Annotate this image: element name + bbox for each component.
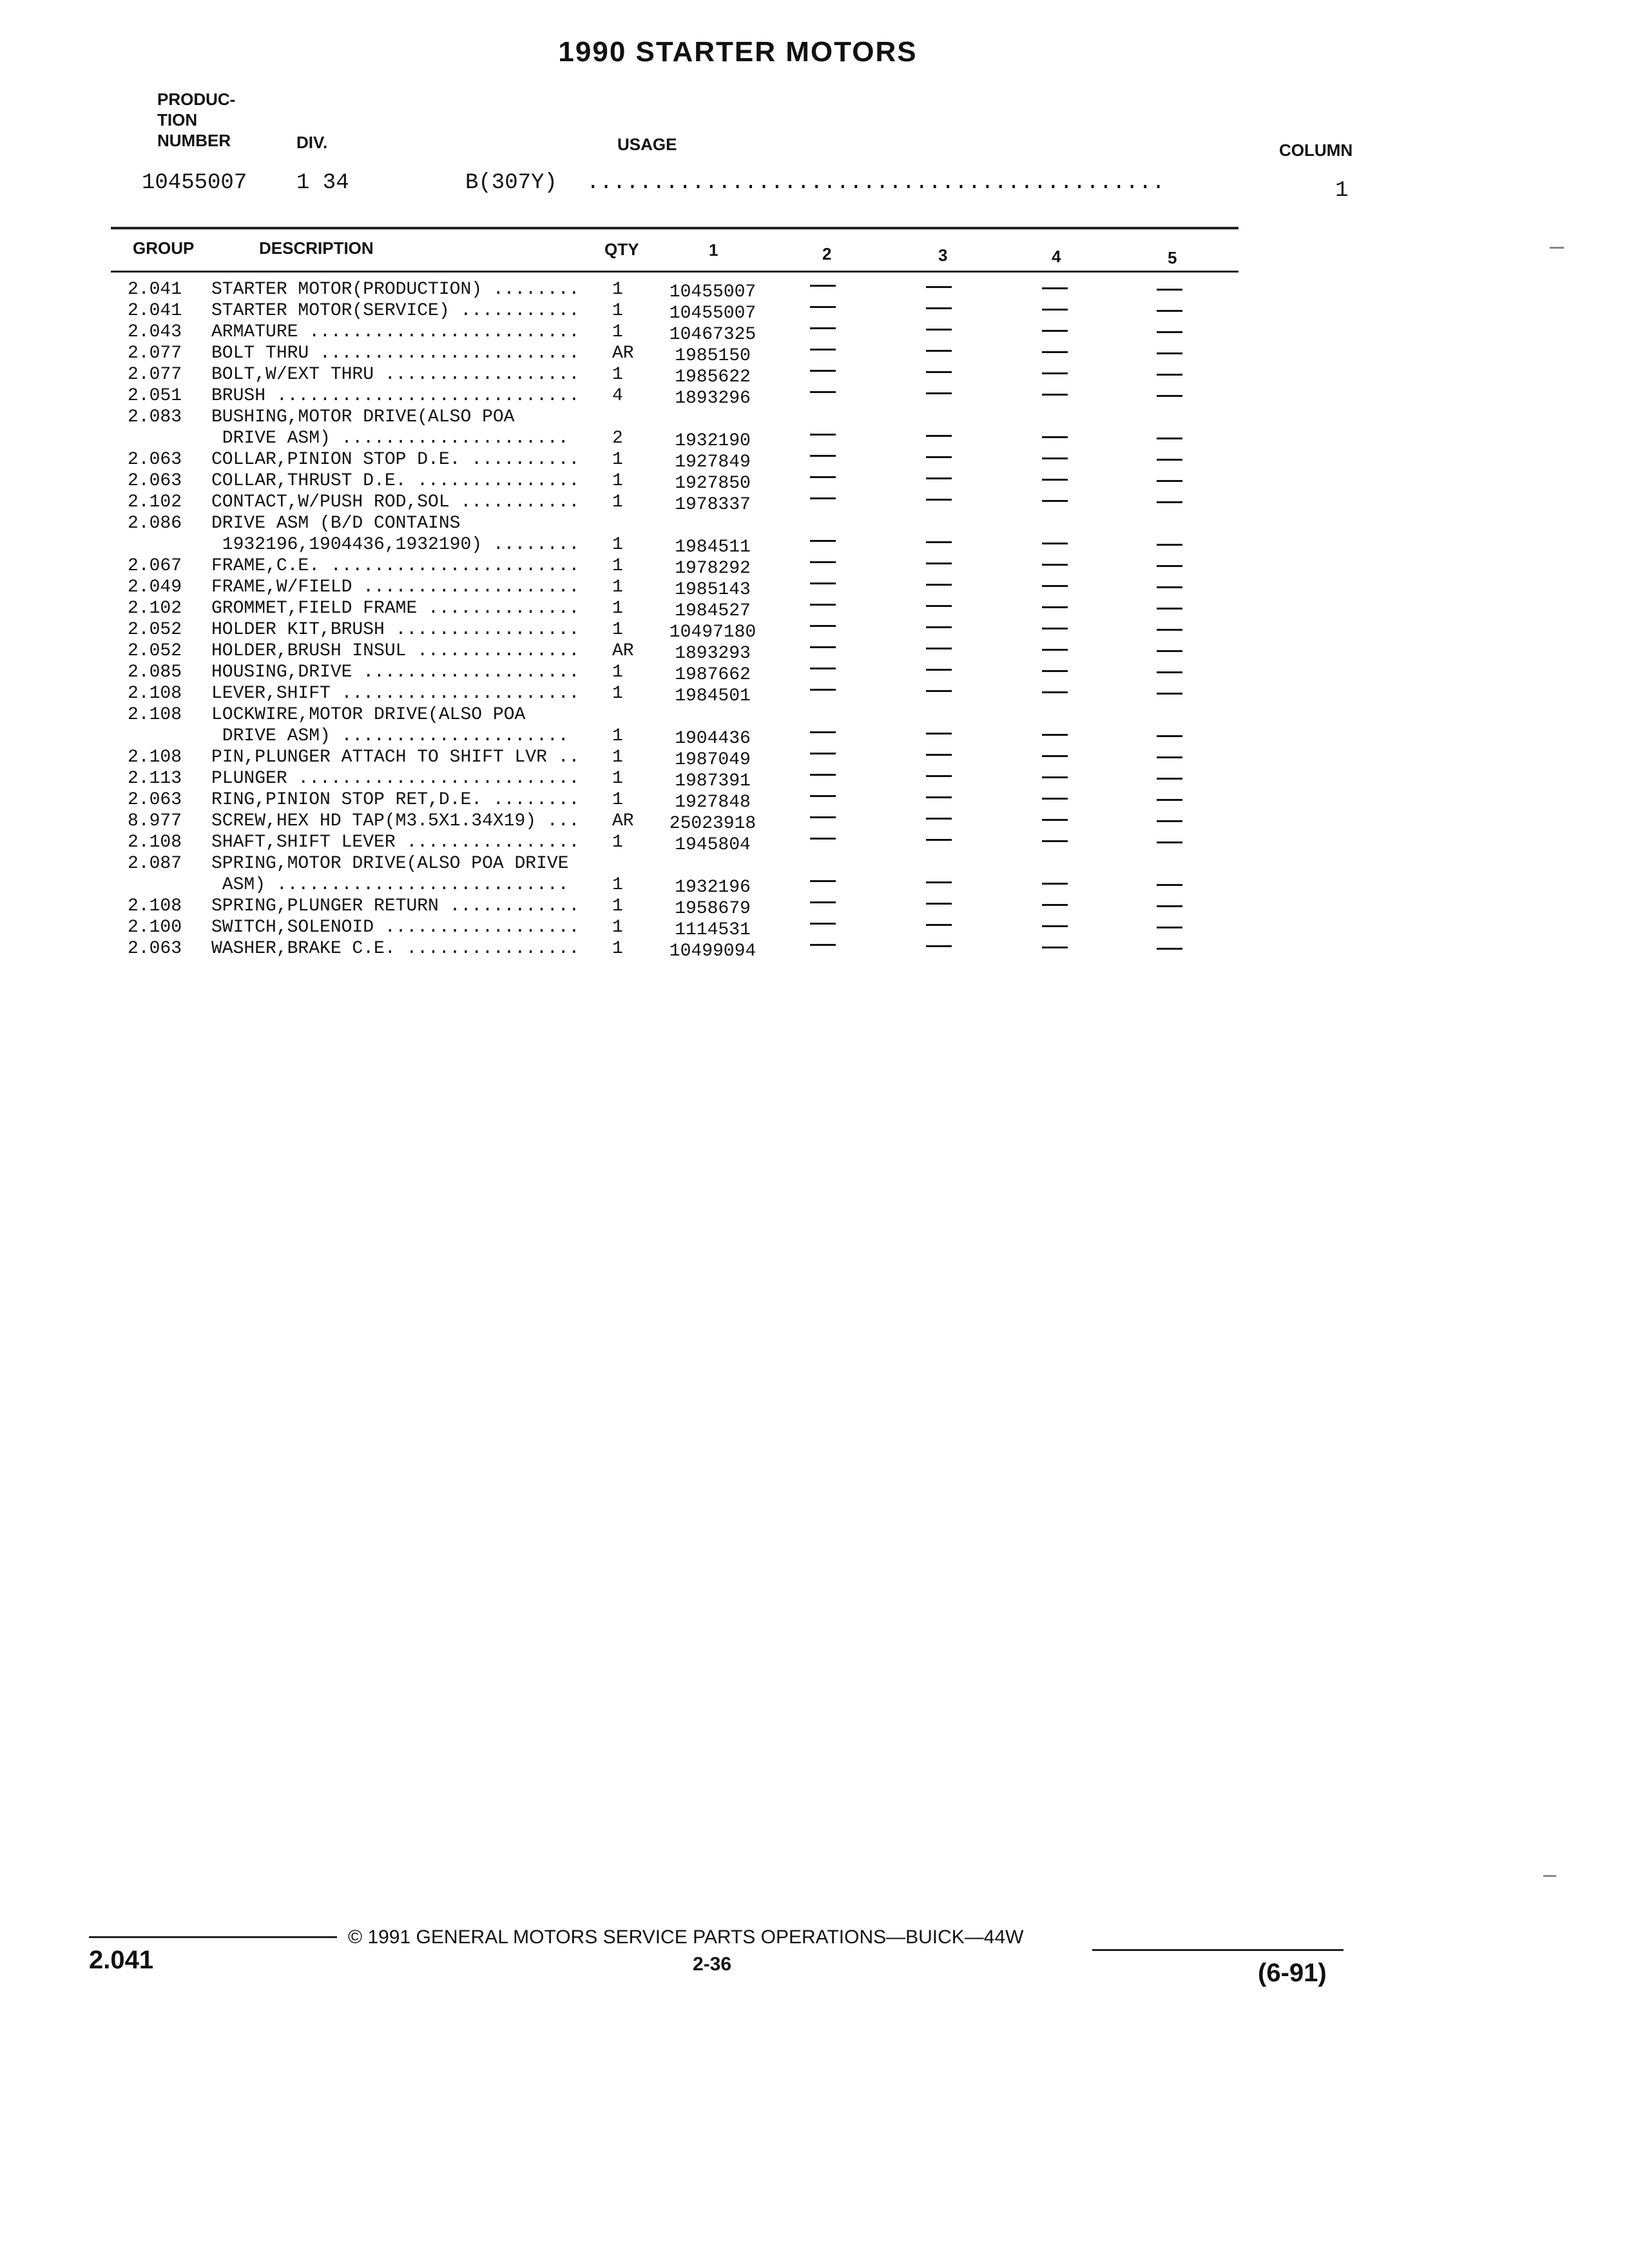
no-change-dash: [1157, 778, 1182, 780]
group-cell: 2.063: [128, 939, 182, 959]
no-change-dash: [926, 839, 952, 841]
qty-cell: 1: [612, 599, 623, 619]
page-title: 1990 STARTER MOTORS: [558, 36, 918, 68]
production-div: 1 34: [296, 171, 349, 195]
description-cell: SPRING,MOTOR DRIVE(ALSO POA DRIVE: [211, 854, 569, 874]
no-change-dash: [810, 731, 836, 733]
no-change-dash: [926, 562, 952, 564]
description-cell: COLLAR,PINION STOP D.E. ..........: [211, 450, 580, 470]
no-change-dash: [1157, 331, 1182, 333]
description-cell: BOLT,W/EXT THRU ..................: [211, 365, 580, 385]
qty-cell: 1: [612, 556, 623, 576]
no-change-dash: [1157, 735, 1182, 737]
column-header-group: GROUP: [133, 238, 195, 258]
no-change-dash: [1042, 755, 1068, 757]
no-change-dash: [1157, 608, 1182, 610]
table-row: [0, 683, 1629, 704]
no-change-dash: [1157, 927, 1182, 928]
description-continuation-cell: ASM) ...........................: [211, 875, 569, 895]
no-change-dash: [926, 350, 952, 352]
table-row: [0, 385, 1629, 407]
no-change-dash: [810, 434, 836, 436]
part-number-cell: 25023918: [669, 814, 757, 834]
table-row: [0, 811, 1629, 832]
group-cell: 2.051: [128, 386, 182, 406]
no-change-dash: [1157, 799, 1182, 801]
description-cell: GROMMET,FIELD FRAME ..............: [211, 599, 580, 619]
no-change-dash: [926, 903, 952, 905]
no-change-dash: [1042, 372, 1068, 374]
no-change-dash: [810, 604, 836, 606]
no-change-dash: [926, 541, 952, 543]
no-change-dash: [1157, 289, 1182, 291]
table-row: [0, 662, 1629, 683]
description-continuation-cell: DRIVE ASM) .....................: [211, 428, 569, 448]
part-number-cell: 1893296: [675, 389, 751, 408]
description-cell: BUSHING,MOTOR DRIVE(ALSO POA: [211, 407, 515, 427]
table-row: [0, 279, 1629, 300]
no-change-dash: [1042, 585, 1068, 587]
group-cell: 2.086: [128, 514, 182, 533]
no-change-dash: [1042, 606, 1068, 608]
no-change-dash: [1042, 904, 1068, 906]
table-row: [0, 832, 1629, 853]
qty-cell: 1: [612, 535, 623, 555]
no-change-dash: [1042, 840, 1068, 842]
margin-mark: [1550, 247, 1564, 249]
column-header-1: 1: [709, 240, 718, 260]
description-cell: STARTER MOTOR(PRODUCTION) ........: [211, 280, 580, 300]
part-number-cell: 1904436: [675, 729, 751, 749]
column-header-3: 3: [938, 245, 948, 265]
table-row: [0, 853, 1629, 896]
no-change-dash: [926, 818, 952, 820]
table-row: [0, 768, 1629, 789]
no-change-dash: [810, 816, 836, 818]
table-row: [0, 407, 1629, 449]
usage-label: USAGE: [617, 135, 677, 154]
production-leader-dots: ............................................: [586, 171, 1165, 195]
qty-cell: 4: [612, 386, 623, 406]
no-change-dash: [1042, 436, 1068, 438]
part-number-cell: 10455007: [669, 282, 757, 302]
qty-cell: AR: [612, 343, 634, 363]
qty-cell: 1: [612, 918, 623, 937]
table-row: [0, 322, 1629, 343]
qty-cell: 1: [612, 620, 623, 640]
no-change-dash: [926, 648, 952, 649]
qty-cell: 1: [612, 726, 623, 746]
part-number-cell: 1927850: [675, 474, 751, 494]
no-change-dash: [810, 285, 836, 287]
description-continuation-cell: 1932196,1904436,1932190) ........: [211, 535, 580, 555]
production-column: 1: [1335, 178, 1349, 203]
no-change-dash: [810, 306, 836, 308]
qty-cell: 1: [612, 684, 623, 704]
no-change-dash: [926, 945, 952, 947]
qty-cell: 1: [612, 577, 623, 597]
part-number-cell: 10499094: [669, 941, 757, 961]
group-cell: 2.113: [128, 769, 182, 789]
table-row: [0, 789, 1629, 811]
table-row: [0, 640, 1629, 662]
table-row: [0, 300, 1629, 322]
no-change-dash: [1157, 480, 1182, 482]
no-change-dash: [926, 456, 952, 458]
no-change-dash: [926, 796, 952, 798]
qty-cell: 1: [612, 939, 623, 959]
part-number-cell: 1978337: [675, 495, 751, 515]
no-change-dash: [926, 307, 952, 309]
group-cell: 2.077: [128, 365, 182, 385]
part-number-cell: 1987049: [675, 750, 751, 770]
no-change-dash: [1042, 776, 1068, 778]
group-cell: 2.100: [128, 918, 182, 937]
no-change-dash: [1042, 883, 1068, 885]
description-cell: COLLAR,THRUST D.E. ...............: [211, 471, 580, 491]
group-cell: 2.085: [128, 662, 182, 682]
qty-cell: AR: [612, 641, 634, 661]
no-change-dash: [1042, 500, 1068, 502]
no-change-dash: [1157, 352, 1182, 354]
table-row: [0, 555, 1629, 577]
part-number-cell: 1958679: [675, 899, 751, 919]
no-change-dash: [810, 689, 836, 691]
group-cell: 2.108: [128, 832, 182, 852]
description-cell: LEVER,SHIFT ......................: [211, 684, 580, 704]
no-change-dash: [810, 561, 836, 563]
description-cell: CONTACT,W/PUSH ROD,SOL ...........: [211, 492, 580, 512]
no-change-dash: [1157, 841, 1182, 843]
no-change-dash: [926, 605, 952, 607]
description-cell: PLUNGER ..........................: [211, 769, 580, 789]
no-change-dash: [810, 668, 836, 669]
group-cell: 2.043: [128, 322, 182, 342]
no-change-dash: [926, 329, 952, 331]
no-change-dash: [1042, 628, 1068, 629]
no-change-dash: [1042, 691, 1068, 693]
table-row: [0, 917, 1629, 938]
no-change-dash: [1157, 948, 1182, 950]
description-cell: FRAME,W/FIELD ....................: [211, 577, 580, 597]
qty-cell: 1: [612, 492, 623, 512]
footer-copyright: © 1991 GENERAL MOTORS SERVICE PARTS OPERATIONS—BUICK—44W: [348, 1927, 1024, 1948]
no-change-dash: [1042, 564, 1068, 566]
part-number-cell: 10455007: [669, 303, 757, 323]
no-change-dash: [810, 370, 836, 372]
qty-cell: 1: [612, 896, 623, 916]
description-cell: SCREW,HEX HD TAP(M3.5X1.34X19) ...: [211, 811, 580, 831]
production-number: 10455007: [142, 171, 247, 195]
no-change-dash: [1157, 374, 1182, 376]
qty-cell: 1: [612, 450, 623, 470]
no-change-dash: [1157, 671, 1182, 673]
qty-cell: 1: [612, 301, 623, 321]
group-cell: 2.052: [128, 620, 182, 640]
no-change-dash: [1042, 925, 1068, 927]
no-change-dash: [810, 923, 836, 925]
no-change-dash: [926, 924, 952, 926]
qty-cell: 1: [612, 790, 623, 810]
description-cell: FRAME,C.E. .......................: [211, 556, 580, 576]
group-cell: 8.977: [128, 811, 182, 831]
no-change-dash: [1042, 734, 1068, 736]
part-number-cell: 1978292: [675, 559, 751, 579]
group-cell: 2.049: [128, 577, 182, 597]
part-number-cell: 1893293: [675, 644, 751, 664]
no-change-dash: [810, 582, 836, 584]
no-change-dash: [810, 455, 836, 457]
part-number-cell: 1927848: [675, 793, 751, 812]
column-header-description: DESCRIPTION: [259, 238, 374, 258]
no-change-dash: [810, 753, 836, 754]
div-label: DIV.: [296, 133, 328, 152]
no-change-dash: [926, 477, 952, 479]
description-cell: BOLT THRU ........................: [211, 343, 580, 363]
no-change-dash: [1157, 693, 1182, 695]
description-cell: DRIVE ASM (B/D CONTAINS: [211, 514, 461, 533]
table-row: [0, 598, 1629, 619]
table-row: [0, 513, 1629, 555]
no-change-dash: [810, 795, 836, 797]
group-cell: 2.063: [128, 450, 182, 470]
no-change-dash: [1157, 565, 1182, 567]
qty-cell: 1: [612, 769, 623, 789]
group-cell: 2.108: [128, 684, 182, 704]
no-change-dash: [810, 540, 836, 542]
group-cell: 2.102: [128, 599, 182, 619]
no-change-dash: [1157, 395, 1182, 397]
margin-mark: [1543, 1875, 1556, 1877]
part-number-cell: 1987391: [675, 771, 751, 791]
no-change-dash: [1042, 649, 1068, 651]
group-cell: 2.083: [128, 407, 182, 427]
description-cell: WASHER,BRAKE C.E. ................: [211, 939, 580, 959]
no-change-dash: [1157, 820, 1182, 822]
part-number-cell: 1985622: [675, 367, 751, 387]
column-label: COLUMN: [1279, 140, 1353, 160]
group-cell: 2.041: [128, 301, 182, 321]
description-cell: RING,PINION STOP RET,D.E. ........: [211, 790, 580, 810]
qty-cell: 1: [612, 747, 623, 767]
no-change-dash: [1042, 543, 1068, 544]
parts-table: [0, 279, 1629, 959]
no-change-dash: [926, 881, 952, 883]
description-cell: BRUSH ............................: [211, 386, 580, 406]
no-change-dash: [810, 774, 836, 776]
no-change-dash: [810, 497, 836, 499]
no-change-dash: [926, 435, 952, 437]
description-cell: HOLDER KIT,BRUSH .................: [211, 620, 580, 640]
column-header-qty: QTY: [604, 240, 639, 259]
no-change-dash: [926, 733, 952, 735]
qty-cell: AR: [612, 811, 634, 831]
footer-date: (6-91): [1258, 1959, 1327, 1987]
qty-cell: 2: [612, 428, 623, 448]
group-cell: 2.067: [128, 556, 182, 576]
no-change-dash: [810, 944, 836, 946]
qty-cell: 1: [612, 662, 623, 682]
table-header-rule: [111, 271, 1239, 273]
no-change-dash: [926, 584, 952, 586]
table-row: [0, 577, 1629, 598]
no-change-dash: [810, 838, 836, 840]
no-change-dash: [810, 391, 836, 393]
no-change-dash: [810, 476, 836, 478]
part-number-cell: 10467325: [669, 325, 757, 345]
no-change-dash: [1157, 437, 1182, 439]
qty-cell: 1: [612, 280, 623, 300]
table-row: [0, 704, 1629, 747]
description-cell: HOUSING,DRIVE ....................: [211, 662, 580, 682]
group-cell: 2.052: [128, 641, 182, 661]
no-change-dash: [1157, 905, 1182, 907]
table-row: [0, 938, 1629, 959]
no-change-dash: [1042, 479, 1068, 481]
no-change-dash: [1157, 459, 1182, 461]
no-change-dash: [1042, 330, 1068, 332]
production-row: [0, 171, 1629, 203]
table-row: [0, 747, 1629, 768]
description-cell: HOLDER,BRUSH INSUL ...............: [211, 641, 580, 661]
description-cell: STARTER MOTOR(SERVICE) ...........: [211, 301, 580, 321]
no-change-dash: [1042, 394, 1068, 396]
part-number-cell: 1984527: [675, 601, 751, 621]
group-cell: 2.063: [128, 790, 182, 810]
part-number-cell: 1945804: [675, 835, 751, 855]
footer-rule-right: [1092, 1949, 1344, 1951]
part-number-cell: 1985143: [675, 580, 751, 600]
column-header-5: 5: [1168, 248, 1177, 267]
table-row: [0, 343, 1629, 364]
table-row: [0, 492, 1629, 513]
group-cell: 2.087: [128, 854, 182, 874]
no-change-dash: [926, 690, 952, 692]
description-cell: ARMATURE .........................: [211, 322, 580, 342]
qty-cell: 1: [612, 832, 623, 852]
group-cell: 2.102: [128, 492, 182, 512]
footer-page-number: 2-36: [693, 1954, 732, 1975]
no-change-dash: [926, 775, 952, 777]
no-change-dash: [1157, 586, 1182, 588]
table-row: [0, 364, 1629, 385]
no-change-dash: [810, 646, 836, 648]
column-header-2: 2: [822, 244, 832, 264]
qty-cell: 1: [612, 365, 623, 385]
description-cell: LOCKWIRE,MOTOR DRIVE(ALSO POA: [211, 705, 526, 725]
production-number-label: PRODUC- TION NUMBER: [157, 90, 236, 150]
no-change-dash: [926, 286, 952, 288]
group-cell: 2.063: [128, 471, 182, 491]
no-change-dash: [1157, 650, 1182, 652]
production-usage: B(307Y): [465, 171, 557, 195]
no-change-dash: [810, 349, 836, 351]
no-change-dash: [810, 901, 836, 903]
part-number-cell: 1932190: [675, 431, 751, 451]
qty-cell: 1: [612, 322, 623, 342]
table-row: [0, 470, 1629, 492]
no-change-dash: [1157, 756, 1182, 758]
no-change-dash: [926, 371, 952, 373]
group-cell: 2.108: [128, 747, 182, 767]
part-number-cell: 1985150: [675, 346, 751, 366]
part-number-cell: 1927849: [675, 452, 751, 472]
no-change-dash: [1157, 884, 1182, 886]
description-cell: SWITCH,SOLENOID ..................: [211, 918, 580, 937]
no-change-dash: [1042, 287, 1068, 289]
no-change-dash: [1042, 309, 1068, 311]
no-change-dash: [1157, 544, 1182, 546]
footer-rule-left: [89, 1936, 337, 1938]
no-change-dash: [1042, 798, 1068, 800]
column-header-4: 4: [1052, 247, 1061, 266]
table-row: [0, 449, 1629, 470]
part-number-cell: 1932196: [675, 878, 751, 898]
part-number-cell: 1114531: [675, 920, 751, 940]
qty-cell: 1: [612, 875, 623, 895]
footer-section-number: 2.041: [89, 1946, 154, 1974]
group-cell: 2.041: [128, 280, 182, 300]
no-change-dash: [1157, 501, 1182, 503]
qty-cell: 1: [612, 471, 623, 491]
group-cell: 2.077: [128, 343, 182, 363]
no-change-dash: [926, 669, 952, 671]
part-number-cell: 10497180: [669, 622, 757, 642]
no-change-dash: [1157, 629, 1182, 631]
no-change-dash: [1042, 819, 1068, 821]
no-change-dash: [1157, 310, 1182, 312]
no-change-dash: [1042, 670, 1068, 672]
no-change-dash: [1042, 947, 1068, 948]
no-change-dash: [810, 625, 836, 627]
description-cell: PIN,PLUNGER ATTACH TO SHIFT LVR ..: [211, 747, 580, 767]
no-change-dash: [926, 499, 952, 501]
no-change-dash: [926, 626, 952, 628]
description-cell: SPRING,PLUNGER RETURN ............: [211, 896, 580, 916]
no-change-dash: [926, 754, 952, 756]
part-number-cell: 1984511: [675, 537, 751, 557]
table-row: [0, 619, 1629, 640]
part-number-cell: 1987662: [675, 665, 751, 685]
description-cell: SHAFT,SHIFT LEVER ................: [211, 832, 580, 852]
no-change-dash: [810, 880, 836, 882]
part-number-cell: 1984501: [675, 686, 751, 706]
table-top-rule: [111, 227, 1239, 229]
group-cell: 2.108: [128, 705, 182, 725]
table-row: [0, 896, 1629, 917]
group-cell: 2.108: [128, 896, 182, 916]
no-change-dash: [926, 392, 952, 394]
no-change-dash: [810, 327, 836, 329]
no-change-dash: [1042, 457, 1068, 459]
no-change-dash: [1042, 351, 1068, 353]
description-continuation-cell: DRIVE ASM) .....................: [211, 726, 569, 746]
